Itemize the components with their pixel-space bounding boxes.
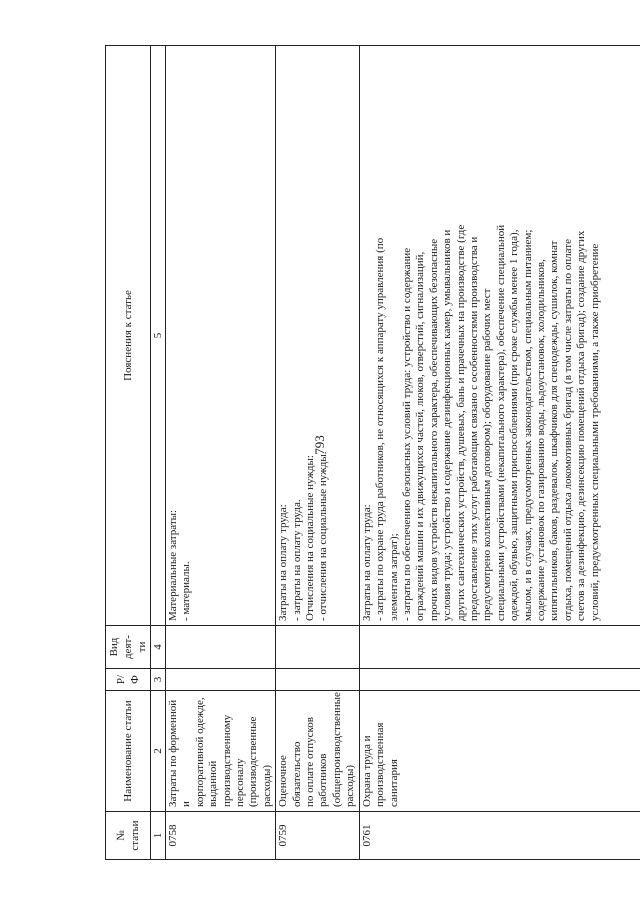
explanation-line: прочих видов устройств некапитального характера, обеспечивающих безопасные [427, 238, 440, 621]
explanation-line: условий, предусмотренных специальными требованиями, а также приобретение [588, 243, 601, 621]
explanation-line: Отчисления на социальные нужды: [304, 455, 317, 621]
header-explanation: Пояснения к статье [106, 46, 151, 626]
explanation-line: предусмотрено коллективным договором); оборудование рабочих мест [481, 288, 494, 621]
item-explanation [276, 46, 359, 626]
table-row [166, 46, 276, 860]
item-explanation [359, 46, 640, 626]
explanation-line: кипятильников, баков, раздевалок, шкафчиков для спецодежды, сушилок, комнат [548, 240, 561, 621]
item-name-line: санитария [387, 759, 400, 807]
explanation-line: специальными устройствами (некапитального характера), обеспечение специальной [494, 224, 507, 621]
explanation-line: ограждений машин и их движущихся частей, люков, отверстий, сигнализаций, [414, 251, 427, 621]
item-name-line: по оплате отпусков [304, 717, 317, 807]
column-number: 1 [151, 812, 166, 860]
column-number: 2 [151, 691, 166, 812]
column-number: 4 [151, 626, 166, 669]
page-number: 793 [312, 435, 327, 455]
explanation-line: Затраты на оплату труда: [360, 504, 373, 621]
item-activity [166, 626, 276, 669]
explanation-line: других сантехнических устройств, душевых, бань и прачечных на производстве (где [454, 224, 467, 621]
item-explanation [166, 46, 276, 626]
item-name-line: (производственные [247, 716, 260, 807]
item-code: 0758 [166, 812, 276, 860]
item-code: 0761 [359, 812, 640, 860]
explanation-line: счетов за дезинфекцию, дезинсекцию помещений отдыха бригад); создание других [575, 230, 588, 621]
explanation-line: содержание установок по газированию воды, льдоустановок, холодильников, [534, 259, 547, 621]
item-name-line: Оценочное обязательство [277, 741, 303, 807]
explanation-line: Материальные затраты: [167, 509, 179, 621]
table-row [276, 46, 359, 860]
explanation-line: - отчисления на социальные нужды. [317, 451, 330, 621]
rotated-table-sheet [105, 46, 635, 860]
item-name [359, 691, 640, 812]
header-item-number: № статьи [106, 812, 151, 860]
explanation-line: - затраты на оплату труда. [290, 499, 303, 621]
item-name-line: производственному [220, 714, 233, 807]
item-name-line: персоналу [234, 758, 247, 807]
item-name-line: выданной [207, 760, 220, 807]
explanation-line: Затраты на оплату труда: [277, 504, 290, 621]
explanation-line: предоставление этих услуг работающим связано с особенностями производства и [467, 236, 480, 621]
item-name-line: (общепроизводственные [330, 692, 343, 807]
expense-items-table [105, 45, 640, 860]
item-rf [166, 669, 276, 691]
item-name-line: расходы) [260, 764, 273, 807]
item-rf [276, 669, 359, 691]
explanation-line: условия труда; устройство и содержание дезинфекционных камер, умывальников и [441, 229, 454, 621]
explanation-line: - затраты по обеспечению безопасных условий труда: устройство и содержание [400, 247, 413, 621]
item-name [276, 691, 359, 812]
explanation-line: элементам затрат); [387, 533, 400, 621]
header-item-name: Наименование статьи [106, 691, 151, 812]
item-name-line: Охрана труда и [360, 735, 373, 807]
explanation-line: одеждой, обувью, защитными приспособлениями (при сроке службы менее 1 года), [508, 229, 521, 621]
explanation-line: отдыха, помещений отдыха локомотивных бригад (в том числе затраты по оплате [561, 239, 574, 621]
header-rf: Р/ Ф [106, 669, 151, 691]
item-name [166, 691, 276, 812]
explanation-line: мылом, и в случаях, предусмотренных законодательством, специальным питанием; [521, 229, 534, 621]
item-name-line: Затраты по форменной и [167, 699, 193, 807]
item-name-line: расходы) [344, 764, 357, 807]
item-rf [359, 669, 640, 691]
table-header-row [106, 46, 151, 860]
item-activity [276, 626, 359, 669]
table-row [359, 46, 640, 860]
explanation-line: - затраты по охране труда работников, не относящихся к аппарату управления (по [374, 237, 387, 621]
item-name-line: производственная [374, 722, 387, 807]
item-code: 0759 [276, 812, 359, 860]
column-number: 5 [151, 46, 166, 626]
item-name-line: работников [317, 753, 330, 807]
item-name-line: корпоративной одежде, [193, 697, 206, 807]
column-number: 3 [151, 669, 166, 691]
header-activity-type: Вид деят-ти [106, 626, 151, 669]
explanation-line: - материалы. [180, 561, 193, 621]
item-activity [359, 626, 640, 669]
column-number-row [151, 46, 166, 860]
